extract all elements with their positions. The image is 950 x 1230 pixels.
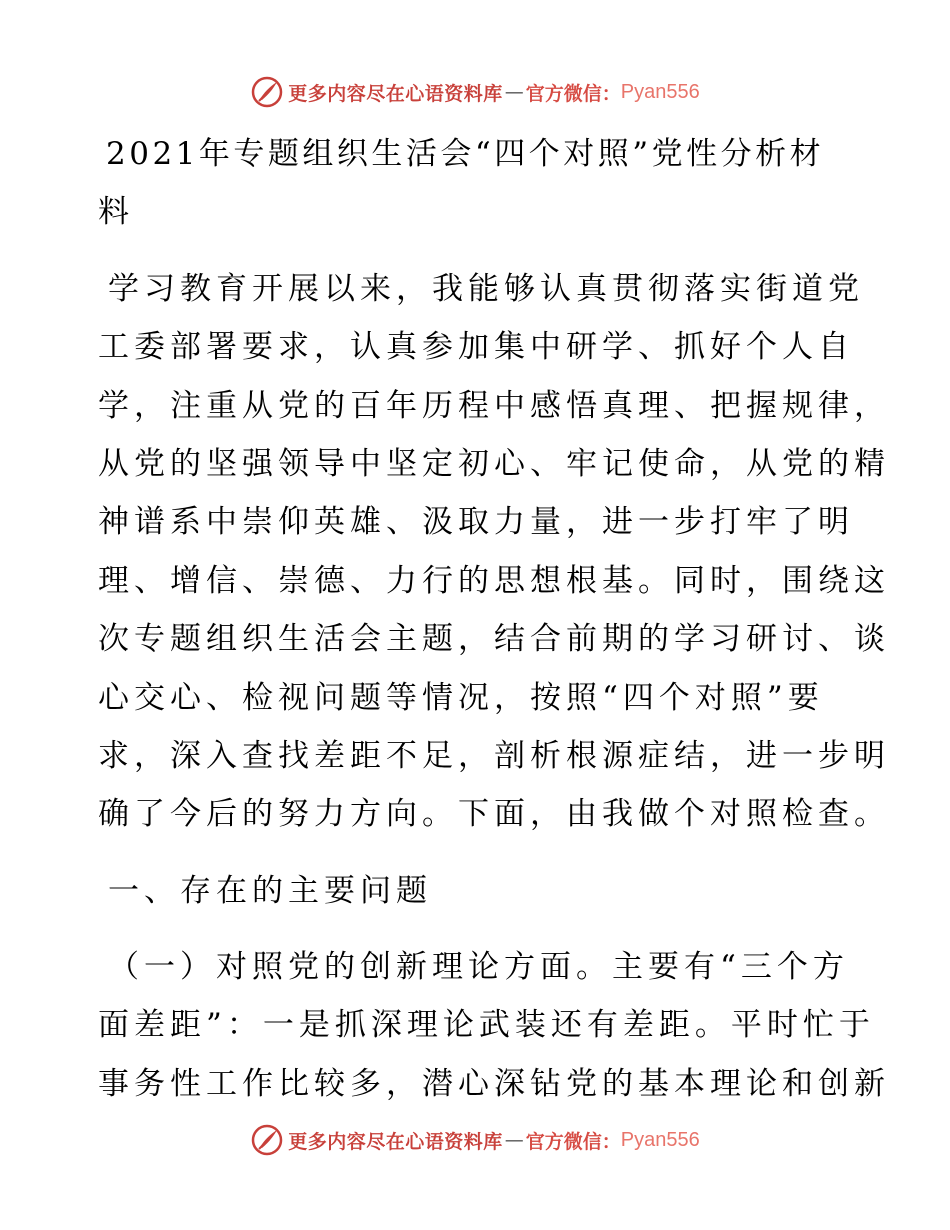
watermark-wechat-id: Pyan556 (620, 80, 700, 103)
spacer (98, 242, 858, 260)
watermark-dash: — (504, 81, 524, 103)
spacer (98, 844, 858, 862)
watermark-wechat-label: 官方微信： (525, 1130, 621, 1153)
watermark-banner-bottom (0, 1120, 950, 1160)
subsection-line: 事务性工作比较多，潜心深钻党的基本理论和创新 (98, 1065, 890, 1102)
intro-line: 学，注重从党的百年历程中感悟真理、把握规律， (98, 387, 890, 424)
section-heading: 一、存在的主要问题 (108, 872, 432, 909)
spacer (98, 920, 858, 938)
watermark-slogan: 更多内容尽在心语资料库 (288, 82, 503, 105)
watermark-dash: — (504, 1129, 524, 1151)
subsection-line: 面差距”：一是抓深理论武装还有差距。平时忙于 (98, 1007, 875, 1044)
document-title (98, 125, 858, 242)
intro-line: 心交心、检视问题等情况，按照“四个对照”要 (98, 679, 824, 716)
document-body (98, 125, 890, 1113)
intro-line: 工委部署要求，认真参加集中研学、抓好个人自 (98, 329, 854, 366)
watermark-wechat-label: 官方微信： (525, 82, 621, 105)
intro-line: 求，深入查找差距不足，剖析根源症结，进一步明 (98, 737, 890, 774)
quill-seal-icon (250, 75, 284, 109)
watermark-slogan: 更多内容尽在心语资料库 (288, 1130, 503, 1153)
intro-line: 神谱系中崇仰英雄、汲取力量，进一步打牢了明 (98, 504, 854, 541)
subsection-paragraph (98, 938, 890, 1113)
watermark-banner-top (0, 72, 950, 112)
quill-seal-icon (250, 1123, 284, 1157)
title-line-1: 2021年专题组织生活会“四个对照”党性分析材 (106, 136, 825, 172)
intro-line: 次专题组织生活会主题，结合前期的学习研讨、谈 (98, 621, 890, 658)
watermark-wechat-id: Pyan556 (620, 1128, 700, 1151)
intro-line: 从党的坚强领导中坚定初心、牢记使命，从党的精 (98, 445, 890, 482)
intro-line: 理、增信、崇德、力行的思想根基。同时，围绕这 (98, 562, 890, 599)
title-line-2: 料 (98, 194, 133, 231)
intro-line: 学习教育开展以来，我能够认真贯彻落实街道党 (108, 270, 864, 307)
subsection-line: （一）对照党的创新理论方面。主要有“三个方 (108, 949, 849, 986)
intro-paragraph (98, 260, 890, 844)
intro-line: 确了今后的努力方向。下面，由我做个对照检查。 (98, 796, 890, 833)
